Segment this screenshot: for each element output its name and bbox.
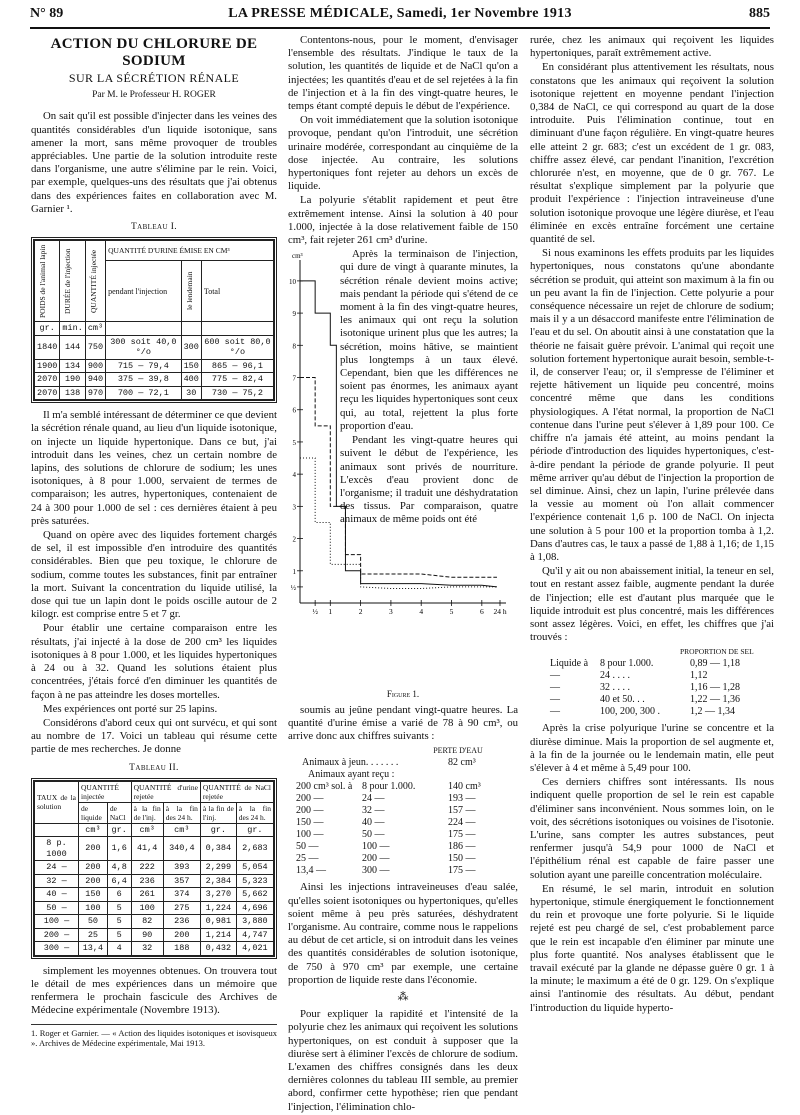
list-item <box>530 706 774 718</box>
list-cell: 175 — <box>448 865 476 877</box>
table-cell <box>35 823 79 837</box>
table-cell: 2,299 <box>200 861 236 875</box>
paragraph: En considérant plus attentivement les résultats, nous constatons que les animaux qui reçoivent la solution isotonique rejettent en moyenne pendant l'injection 0,384 de NaCl, ce qui correspond au quart de la dose introduite. Puis l'élimination continue, tout en diminuant d'une façon régulière. En vingt-quatre heures elle atteint 2 gr. 683; c'est un excédent de 1 gr. 083, chiffre assez élevé, car pendant l'inanition, l'excrétion chlorurée n'est, en moyenne, que de 0 gr. 767. Le résultat s'explique simplement par la polyurie que produit l'expérience : l'injection intraveineuse d'une solution isotonique provoque une légère diurèse, et l'eau éliminée en excès entraîne forcément une certaine quantité de sel. <box>530 61 774 246</box>
table-cell: 1840 <box>35 335 60 359</box>
x-tick-label: ½ <box>312 607 318 617</box>
table-cell: 0,432 <box>200 942 236 956</box>
table-cell: 1,6 <box>107 837 131 861</box>
table-cell: 236 <box>163 915 200 929</box>
table-row <box>35 874 274 888</box>
table-cell: 150 <box>79 888 108 902</box>
header-rule <box>30 27 770 29</box>
x-tick-label: 1 <box>328 607 333 617</box>
table-cell: 5 <box>107 928 131 942</box>
table-cell: gr. <box>200 823 236 837</box>
table-header: QUANTITÉ injectée <box>88 249 98 313</box>
list-header: PROPORTION DE SEL <box>680 647 754 657</box>
y-tick-label: 6 <box>292 406 296 415</box>
paragraph: Pour établir une certaine comparaison entre les résultats, j'ai injecté à la dose de 200 cm³ les liquides isotoniques à 8 pour 1.000, et les liquides hypertoniques à 24 ou à 32. Quand les solutions étaient plus concentrées, j'étais forcé d'en diminuer les quantités de façon à ne pas atteindre les doses mortelles. <box>31 622 277 701</box>
table-cell: 4,8 <box>107 861 131 875</box>
table-header: à la fin de l'inj. <box>200 802 236 823</box>
article-author: Par M. le Professeur H. ROGER <box>92 90 216 101</box>
paragraph: Qu'il y ait ou non abaissement initial, la teneur en sel, tout en restant assez faible, augmente pendant la durée de l'injection; elle est d'autant plus marquée que le liquide introduit est plus concentré, mais les différences sont assez légères. Voici, en effet, les chiffres que j'ai trouvés : <box>530 565 774 644</box>
list-cell: — <box>550 694 560 706</box>
figure-block <box>288 248 518 700</box>
list-cell: 224 — <box>448 817 476 829</box>
list-cell: 24 — <box>362 793 385 805</box>
table-cell: 3,270 <box>200 888 236 902</box>
paragraph: Considérons d'abord ceux qui ont survécu, et qui sont au nombre de 17. Voici un tableau qui résume cette partie de mes recherches. Je donne <box>31 716 277 756</box>
table-row <box>35 888 274 902</box>
table-row <box>35 373 274 387</box>
table-row <box>35 359 274 373</box>
list-cell: 193 — <box>448 793 476 805</box>
x-tick-label: 3 <box>389 607 393 617</box>
column-2 <box>288 34 518 1115</box>
table-row <box>35 837 274 861</box>
list-cell: 1,12 <box>690 670 708 682</box>
paragraph: rurée, chez les animaux qui reçoivent les liquides hypertoniques, paraît extrêmement active. <box>530 34 774 60</box>
table-1-caption: Tableau I. <box>130 222 178 233</box>
table-cell: 41,4 <box>131 837 163 861</box>
table-cell: 90 <box>131 928 163 942</box>
y-unit-label: cm³ <box>292 252 303 261</box>
list-item <box>288 781 518 793</box>
table-cell: 715 — 79,4 <box>106 359 181 373</box>
table-cell: 200 — <box>35 928 79 942</box>
table-1-frame <box>31 237 277 403</box>
table-cell: 3,880 <box>236 915 273 929</box>
table-cell: gr. <box>107 823 131 837</box>
table-row <box>35 942 274 956</box>
table-2-frame <box>31 778 277 959</box>
paragraph: Pendant les vingt-quatre heures qui suivent le début de l'expérience, les animaux sont privés de nourriture. L'excès d'eau provient donc de l'organisme; il traduit une déshydratation des tissus. Par comparaison, quatre animaux de même poids ont été <box>340 434 518 526</box>
table-cell: min. <box>60 322 85 336</box>
list-cell: — <box>550 670 560 682</box>
table-cell: 357 <box>163 874 200 888</box>
table-cell <box>181 322 201 336</box>
y-tick-label: 1 <box>292 568 296 577</box>
table-cell: 4 <box>107 942 131 956</box>
series-line-1 <box>300 281 497 587</box>
paragraph: Pour expliquer la rapidité et l'intensité de la polyurie chez les animaux qui reçoivent les solutions hypertoniques, on est conduit à supposer que la diurèse sert à éliminer l'excès de chlorure de sodium. L'examen des chiffres consignés dans les deux dernières colonnes du tableau III semble, au premier abord, confirmer cette hypothèse; rien que pendant l'injection, l'élimination chlo- <box>288 1008 518 1113</box>
list-cell: 100 — <box>362 841 390 853</box>
list-cell: 1,2 — 1,34 <box>690 706 735 718</box>
table-row <box>35 861 274 875</box>
y-tick-label: ½ <box>290 584 296 593</box>
list-item <box>288 841 518 853</box>
table-cell: 32 <box>131 942 163 956</box>
table-header: pendant l'injection <box>106 261 181 322</box>
table-cell: 2,683 <box>236 837 273 861</box>
table-cell: 2070 <box>35 386 60 400</box>
list-item <box>288 853 518 865</box>
list-cell: 1,16 — 1,28 <box>690 682 740 694</box>
issue-number: N° 89 <box>30 6 64 21</box>
table-header: à la fin des 24 h. <box>236 802 273 823</box>
table-cell <box>201 322 273 336</box>
list-item <box>288 793 518 805</box>
table-cell: gr. <box>35 322 60 336</box>
y-tick-label: 10 <box>289 278 296 287</box>
paragraph: On voit immédiatement que la solution isotonique provoque, pendant qu'on l'introduit, une sécrétion urinaire modérée, correspondant au cinquième de la dose injectée. Au contraire, les solutions hypertoniques font rejeter au dehors un excès de liquide. <box>288 114 518 193</box>
table-header: QUANTITÉ D'URINE ÉMISE EN CM³ <box>106 241 274 261</box>
list-item <box>530 682 774 694</box>
y-tick-label: 8 <box>292 342 296 351</box>
table-cell: gr. <box>236 823 273 837</box>
y-tick-label: 4 <box>292 471 296 480</box>
table-cell: 200 <box>79 874 108 888</box>
y-tick-label: 3 <box>292 503 296 512</box>
journal-title: LA PRESSE MÉDICALE, Samedi, 1er Novembre 1913 <box>228 6 572 21</box>
list-cell: 24 . . . . <box>600 670 630 682</box>
table-cell: 730 — 75,2 <box>201 386 273 400</box>
table-cell: 134 <box>60 359 85 373</box>
table-cell: 600 soit 80,0 °/o <box>201 335 273 359</box>
list-cell: 140 cm³ <box>448 781 481 793</box>
table-cell: 5,323 <box>236 874 273 888</box>
list-item <box>288 817 518 829</box>
table-cell: 261 <box>131 888 163 902</box>
table-cell: 340,4 <box>163 837 200 861</box>
list-cell: 40 et 50. . . <box>600 694 645 706</box>
table-row <box>35 928 274 942</box>
table-cell: 5,054 <box>236 861 273 875</box>
table-header: de liquide <box>79 802 108 823</box>
list-cell: 150 — <box>448 853 476 865</box>
table-cell: 4,696 <box>236 901 273 915</box>
table-cell: 100 — <box>35 915 79 929</box>
table-cell: 144 <box>60 335 85 359</box>
x-tick-label: 2 <box>358 607 363 617</box>
table-2-caption: Tableau II. <box>129 762 179 773</box>
list-cell: 157 — <box>448 805 476 817</box>
list-cell: 175 — <box>448 829 476 841</box>
table-row <box>35 386 274 400</box>
table-row <box>35 335 274 359</box>
list-cell: 32 — <box>362 805 385 817</box>
table-unit-row <box>35 823 274 837</box>
table-cell: 100 <box>79 901 108 915</box>
table-cell: 222 <box>131 861 163 875</box>
list-item: Animaux ayant reçu : <box>308 769 395 781</box>
list-cell: 32 . . . . <box>600 682 630 694</box>
paragraph: Quand on opère avec des liquides fortement chargés de sel, il est impossible d'en introduire des quantités considérables. Bien que peu toxique, le chlorure de sodium, comme toutes les substances, finit par entraîner la mort. Suivant la concentration du liquide utilisé, la dose qui tue un lapin dont le poids oscille autour de 2 kilogr. est comprise entre 5 et 7 gr. <box>31 529 277 621</box>
table-cell: 188 <box>163 942 200 956</box>
list-cell: 1,22 — 1,36 <box>690 694 740 706</box>
paragraph: soumis au jeûne pendant vingt-quatre heures. La quantité d'urine émise a varié de 78 à 90 cm³, ou arrive donc aux chiffres suivants : <box>288 703 518 743</box>
table-cell: 100 <box>131 901 163 915</box>
table-header: le lendemain <box>184 271 194 311</box>
list-item <box>530 658 774 670</box>
paragraph: Après la terminaison de l'injection, qui dure de vingt à quarante minutes, la sécrétion rénale devient moins active; mais pendant la période qui s'étend de ce moment à la fin des vingt-quatre heures, les animaux qui ont reçu la solution isotonique urinent plus que les autres; la sécrétion, moins hâtive, se maintient plus longtemps à un taux élevé. Cependant, bien que les différences ne soient pas énormes, les animaux ayant reçu les liquides hypertoniques sont ceux qui, au total, rejettent la plus forte proportion d'eau. <box>340 248 518 432</box>
table-cell: 374 <box>163 888 200 902</box>
table-cell: 150 <box>181 359 201 373</box>
list-cell: 200 — <box>362 853 390 865</box>
table-cell: 940 <box>85 373 105 387</box>
list-cell: Liquide à <box>550 658 589 670</box>
table-cell: 13,4 <box>79 942 108 956</box>
list-header: PERTE D'EAU <box>433 746 483 756</box>
list-item <box>288 829 518 841</box>
table-cell: cm³ <box>79 823 108 837</box>
table-cell: 300 — <box>35 942 79 956</box>
table-cell: 4,747 <box>236 928 273 942</box>
list-cell: 300 — <box>362 865 390 877</box>
table-cell: 300 soit 40,0 °/o <box>106 335 181 359</box>
footnote: 1. Roger et Garnier. — « Action des liquides isotoniques et isovisqueux ». Archives de Médecine expérimentale, Mai 1913. <box>31 1024 277 1048</box>
section-separator: ⁂ <box>397 990 409 1003</box>
table-1 <box>34 240 274 400</box>
figure-1-chart <box>288 248 518 643</box>
table-header: POIDS de l'animal lapin <box>38 244 47 318</box>
list-cell: 100 — <box>296 829 324 841</box>
table-cell: 24 — <box>35 861 79 875</box>
paragraph: La polyurie s'établit rapidement et peut être extrêmement intense. Ainsi la solution à 40 pour 1.000, injectée à la dose relativement faible de 150 cm³, fait rejeter 261 cm³ d'urine. <box>288 194 518 247</box>
list-cell: — <box>550 706 560 718</box>
table-cell: cm³ <box>163 823 200 837</box>
table-cell: 5 <box>107 915 131 929</box>
paragraph: Après la crise polyurique l'urine se concentre et la diurèse diminue. Mais la proportion de sel augmente et, à la fin de la journée ou le lendemain matin, elle peut s'élever à 4 et même à 5,49 pour 100. <box>530 722 774 774</box>
table-header: DURÉE de l'injection <box>63 248 73 314</box>
figure-caption: Figure 1. <box>386 688 420 699</box>
paragraph: simplement les moyennes obtenues. On trouvera tout le détail de mes expériences dans un mémoire que renfermera le prochain fascicule des Archives de Médecine expérimentale (Novembre 1913). <box>31 964 277 1017</box>
page-header <box>30 4 770 26</box>
table-header: QUANTITÉ de NaCl rejetée <box>200 781 273 802</box>
series-line-2 <box>300 378 497 578</box>
table-cell: 236 <box>131 874 163 888</box>
table-header: à la fin des 24 h. <box>163 802 200 823</box>
table-cell: cm³ <box>131 823 163 837</box>
table-row <box>35 915 274 929</box>
x-tick-label: 6 <box>479 607 484 617</box>
table-cell: 700 — 72,1 <box>106 386 181 400</box>
table-cell: 6,4 <box>107 874 131 888</box>
list-cell: 8 pour 1.000. <box>362 781 416 793</box>
paragraph: Si nous examinons les effets produits par les liquides hypertoniques, nous constatons qu'une abondante sécrétion se produit, qui atteint son maximum à la fin ou un peu avant la fin de l'injection. Cette polyurie a pour conséquence nécessaire un rejet de chlorure de sodium; mais il y a un désaccord manifeste entre l'élimination de l'eau et du sel. On aboutit ainsi à une constatation que la théorie ne faisait guère prévoir. L'animal qui reçoit une solution fortement hypertonique aurait besoin, semble-t-il, de conserver l'eau; or, il s'empresse de l'éliminer et rejette hâtivement un liquide peu concentré, moins concentré même que dans les conditions physiologiques. A l'état normal, la proportion de NaCl contenue dans l'urine peut s'élever à 1,89 pour 100. Ce chiffre n'a jamais été atteint, au moins pendant la période d'introduction des liquides hypertoniques, c'est-à-dire pendant la période de grande polyurie. Il peut même arriver qu'au début de l'injection la proportion de sel diminue. Ainsi, chez un lapin, l'urine prélevée dans la vessie au moment où l'on allait commencer l'expérience contenait 1,6 p. 100 de NaCl. On injecta une solution à 5 pour 100 et la proportion tomba à 1,2. Dans d'autres cas, le taux a passé de 1,88 à 1,16; de 1,15 à 1,08. <box>530 247 774 563</box>
table-cell: 393 <box>163 861 200 875</box>
table-cell: 30 <box>181 386 201 400</box>
table-cell: 2,384 <box>200 874 236 888</box>
x-tick-label: 5 <box>449 607 454 617</box>
list-cell: 25 — <box>296 853 319 865</box>
list-cell: 200 — <box>296 793 324 805</box>
list-cell: 50 — <box>296 841 319 853</box>
list-cell: 50 — <box>362 829 385 841</box>
table-cell: 375 — 39,8 <box>106 373 181 387</box>
table-header: à la fin de l'inj. <box>131 802 163 823</box>
table-cell: 1900 <box>35 359 60 373</box>
table-cell: 200 <box>79 861 108 875</box>
table-cell: 200 <box>163 928 200 942</box>
table-cell: cm³ <box>85 322 105 336</box>
table-cell: 970 <box>85 386 105 400</box>
x-tick-label: 24 h <box>493 607 507 617</box>
x-tick-label: 4 <box>419 607 424 617</box>
table-cell: 2070 <box>35 373 60 387</box>
table-cell: 190 <box>60 373 85 387</box>
paragraph: En résumé, le sel marin, introduit en solution hypertonique, stimule énergiquement le fonctionnement du rein et provoque une forte polyurie. Si le liquide rejeté est peu chargé de sel, c'est probablement parce que le rein est incapable d'en éliminer par minute une plus forte quantité. Nos analyses établissent que le travail exécuté par la glande ne dépasse guère 0 gr. 1 à la minute; le maximum a été de 0 gr. 129. On s'explique ainsi l'antinomie des résultats. Au début, pendant l'introduction du liquide hyperto- <box>530 882 774 1014</box>
table-cell: 0,981 <box>200 915 236 929</box>
table-cell: 25 <box>79 928 108 942</box>
list-cell: 186 — <box>448 841 476 853</box>
table-cell: 6 <box>107 888 131 902</box>
list-cell: 100, 200, 300 . <box>600 706 660 718</box>
list-item <box>530 670 774 682</box>
article-subtitle: SUR LA SÉCRÉTION RÉNALE <box>68 71 240 85</box>
table-row <box>35 901 274 915</box>
table-cell: 400 <box>181 373 201 387</box>
table-cell: 4,021 <box>236 942 273 956</box>
column-1 <box>31 34 277 1048</box>
list-item <box>288 805 518 817</box>
list-cell: — <box>550 682 560 694</box>
table-header: TAUX de la solution <box>35 781 79 823</box>
y-tick-label: 5 <box>292 439 296 448</box>
article-title: ACTION DU CHLORURE DE SODIUM <box>50 36 258 69</box>
paragraph: On sait qu'il est possible d'injecter dans les veines des quantités considérables d'un liquide isotonique, sans amener la mort, sans même provoquer de troubles appréciables. Une partie de la solution introduite reste dans l'organisme, une autre s'élimine par le rein. Voici, par exemple, quelques-uns des résultats que j'ai obtenus dans des expériences faites en collaboration avec M. Garnier ¹. <box>31 110 277 215</box>
paragraph: Il m'a semblé intéressant de déterminer ce que devient la sécrétion rénale quand, au lieu d'un liquide isotonique, on injecte un liquide hypertonique. Dans ce but, j'ai introduit dans les veines, chez un certain nombre de lapins, des solutions de chlorure de sodium; les unes isotoniques, à 8 pour 1.000, servaient de termes de comparaison; les autres, hypertoniques, contenaient de 24 à 300 pour 1.000 de sel : ces dernières étaient à peu près saturées. <box>31 409 278 527</box>
table-cell: 0,384 <box>200 837 236 861</box>
list-cell: 0,89 — 1,18 <box>690 658 740 670</box>
table-cell: 900 <box>85 359 105 373</box>
list-cell: 200 — <box>296 805 324 817</box>
list-cell: 13,4 — <box>296 865 326 877</box>
paragraph: Mes expériences ont porté sur 25 lapins. <box>43 702 218 715</box>
y-tick-label: 9 <box>292 310 296 319</box>
table-cell <box>106 322 181 336</box>
series-line-3 <box>300 458 497 588</box>
table-cell: 1,224 <box>200 901 236 915</box>
paragraph: Contentons-nous, pour le moment, d'envisager l'ensemble des résultats. J'indique le taux de la solution, les quantités de liquide et de NaCl qu'on a injectées; les quantités d'eau et de sel rejetées à la fin de l'injection et à la fin des vingt-quatre heures, le temps étant compté depuis le début de l'expérience. <box>288 34 518 113</box>
paragraph: Ainsi les injections intraveineuses d'eau salée, qu'elles soient isotoniques ou hypertoniques, qu'elles soient même à peu près saturées, déshydratent l'organisme. Au contraire, comme nous le rappelions au début de cet article, si on introduit dans les veines des quantités considérables de solution isotonique, de 750 à 970 cm³ par exemple, une certaine proportion de liquide reste dans l'économie. <box>288 881 518 986</box>
table-cell: 138 <box>60 386 85 400</box>
table-cell: 40 — <box>35 888 79 902</box>
list-cell: 200 cm³ sol. à <box>296 781 353 793</box>
table-cell: 865 — 96,1 <box>201 359 273 373</box>
page-number: 885 <box>749 6 770 21</box>
table-cell: 50 <box>79 915 108 929</box>
list-cell: 150 — <box>296 817 324 829</box>
table-cell: 5,662 <box>236 888 273 902</box>
table-header: QUANTITÉ d'urine rejetée <box>131 781 200 802</box>
table-2 <box>34 781 274 956</box>
table-unit-row <box>35 322 274 336</box>
table-cell: 82 <box>131 915 163 929</box>
list-cell: 40 — <box>362 817 385 829</box>
table-header: QUANTITÉ injectée <box>79 781 132 802</box>
y-tick-label: 2 <box>292 535 296 544</box>
list-item <box>530 694 774 706</box>
table-cell: 5 <box>107 901 131 915</box>
table-cell: 50 — <box>35 901 79 915</box>
table-cell: 8 p. 1000 <box>35 837 79 861</box>
list-item: Animaux à jeun. . . . . . . 82 cm³ <box>302 757 476 769</box>
paragraph: Ces derniers chiffres sont intéressants. Ils nous indiquent quelle proportion de sel le rein est capable d'éliminer sans inconvénient. Nous sommes loin, on le voit, des sécrétions isotoniques ou voisines de l'isotonie. L'urine, sans compter les autres substances, peut renfermer jusqu'à 54,9 pour 1000 de NaCl et l'épithélium rénal est capable de faire passer une solution ayant une pareille concentration moléculaire. <box>530 776 774 881</box>
table-cell: 275 <box>163 901 200 915</box>
water-loss-list <box>288 745 518 877</box>
table-cell: 1,214 <box>200 928 236 942</box>
salt-proportion-list <box>530 646 774 718</box>
table-cell: 200 <box>79 837 108 861</box>
table-cell: 300 <box>181 335 201 359</box>
table-cell: 750 <box>85 335 105 359</box>
table-cell: 775 — 82,4 <box>201 373 273 387</box>
table-header: Total <box>201 261 273 322</box>
list-item <box>288 865 518 877</box>
list-cell: 8 pour 1.000. <box>600 658 654 670</box>
column-3 <box>530 34 774 1016</box>
table-cell: 32 — <box>35 874 79 888</box>
y-tick-label: 7 <box>292 374 296 383</box>
table-header: de NaCl <box>107 802 131 823</box>
